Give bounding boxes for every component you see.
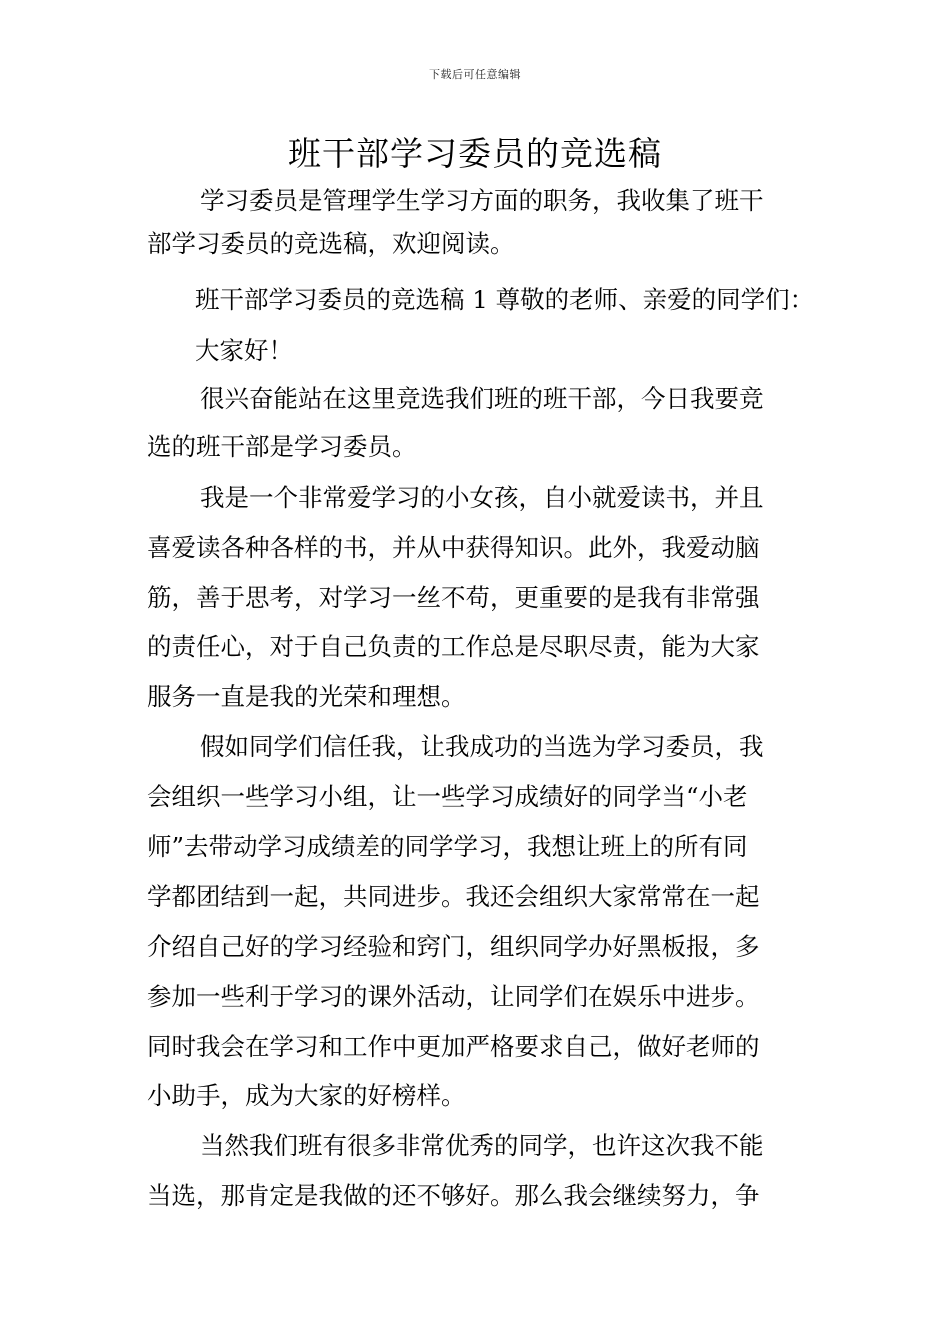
- document-title: 班干部学习委员的竞选稿: [288, 134, 662, 173]
- body-line: 小助手，成为大家的好榜样。: [147, 1081, 466, 1110]
- body-line: 师”去带动学习成绩差的同学学习，我想让班上的所有同: [147, 832, 748, 861]
- body-line: 学都团结到一起，共同进步。我还会组织大家常常在一起: [147, 882, 760, 911]
- header-note: 下载后可任意编辑: [429, 68, 521, 81]
- body-line: 很兴奋能站在这里竞选我们班的班干部，今日我要竞: [200, 384, 764, 413]
- body-line: 假如同学们信任我，让我成功的当选为学习委员，我: [200, 732, 764, 761]
- body-line: 会组织一些学习小组，让一些学习成绩好的同学当“小老: [147, 782, 748, 811]
- body-line: 筋，善于思考，对学习一丝不苟，更重要的是我有非常强: [147, 583, 760, 612]
- body-line: 大家好！: [195, 336, 293, 365]
- body-line: 当然我们班有很多非常优秀的同学，也许这次我不能: [200, 1131, 764, 1160]
- body-line: 当选，那肯定是我做的还不够好。那么我会继续努力，争: [147, 1181, 760, 1210]
- body-line: 班干部学习委员的竞选稿 1 尊敬的老师、亲爱的同学们：: [195, 285, 815, 314]
- body-line: 选的班干部是学习委员。: [147, 432, 417, 461]
- body-line: 介绍自己好的学习经验和窍门，组织同学办好黑板报，多: [147, 932, 760, 961]
- body-line: 服务一直是我的光荣和理想。: [147, 682, 466, 711]
- body-line: 的责任心，对于自己负责的工作总是尽职尽责，能为大家: [147, 632, 760, 661]
- body-line: 喜爱读各种各样的书，并从中获得知识。此外，我爱动脑: [147, 533, 760, 562]
- body-line: 参加一些利于学习的课外活动，让同学们在娱乐中进步。: [147, 982, 760, 1011]
- body-line: 我是一个非常爱学习的小女孩，自小就爱读书，并且: [200, 483, 764, 512]
- body-line: 部学习委员的竞选稿，欢迎阅读。: [147, 229, 515, 258]
- body-line: 学习委员是管理学生学习方面的职务，我收集了班干: [200, 186, 764, 215]
- body-line: 同时我会在学习和工作中更加严格要求自己，做好老师的: [147, 1032, 760, 1061]
